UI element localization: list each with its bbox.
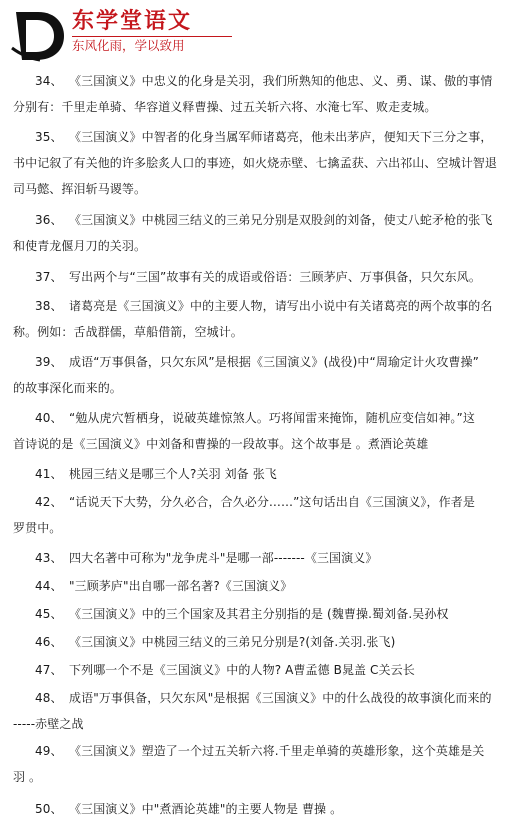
item-number: 49、 <box>35 744 63 758</box>
item-number: 44、 <box>35 579 63 593</box>
item-text: 分别有：千里走单骑、华容道义释曹操、过五关斩六将、水淹七军、败走麦城。 <box>13 100 437 114</box>
item-number: 43、 <box>35 551 63 565</box>
item-text: 《三国演义》中智者的化身当属军师诸葛亮，他未出茅庐，便知天下三分之事， <box>69 130 493 144</box>
item-text: 诸葛亮是《三国演义》中的主要人物，请写出小说中有关诸葛亮的两个故事的名 <box>69 299 493 313</box>
item-text: 写出两个与“三国”故事有关的成语或俗语：三顾茅庐、万事俱备，只欠东风。 <box>69 270 481 284</box>
item-number: 50、 <box>35 802 63 816</box>
list-item <box>13 629 513 655</box>
item-text: 的故事深化而来的。 <box>13 381 122 395</box>
item-text: 羽 。 <box>13 770 42 784</box>
list-item <box>13 461 513 487</box>
item-number: 36、 <box>35 213 63 227</box>
item-text: 和使青龙偃月刀的关羽。 <box>13 239 147 253</box>
item-text: “话说天下大势，分久必合，合久必分……”这句话出自《三国演义》，作者是 <box>69 495 475 509</box>
item-text: 桃园三结义是哪三个人?关羽 刘备 张飞 <box>69 467 277 481</box>
item-text: 《三国演义》中桃园三结义的三弟兄分别是双股剑的刘备，使丈八蛇矛枪的张飞 <box>69 213 493 227</box>
item-number: 48、 <box>35 691 63 705</box>
list-item <box>13 124 513 202</box>
list-item <box>13 207 513 259</box>
list-item <box>13 601 513 627</box>
item-text: 书中记叙了有关他的许多脍炙人口的事迹，如火烧赤壁、七擒孟获、六出祁山、空城计智退 <box>13 156 498 170</box>
item-text: 司马懿、挥泪斩马谡等。 <box>13 182 147 196</box>
item-text: 四大名著中可称为"龙争虎斗"是哪一部-------《三国演义》 <box>69 551 378 565</box>
list-item <box>13 796 513 822</box>
item-text: 《三国演义》中忠义的化身是关羽，我们所熟知的他忠、义、勇、谋、傲的事情 <box>69 74 493 88</box>
item-text: 《三国演义》塑造了一个过五关斩六将.千里走单骑的英雄形象，这个英雄是关 <box>69 744 485 758</box>
item-text: 成语"万事俱备，只欠东风"是根据《三国演义》中的什么战役的故事演化而来的 <box>69 691 492 705</box>
header-divider <box>72 36 232 37</box>
item-text: 下列哪一个不是《三国演义》中的人物? A曹孟德 B晁盖 C关云长 <box>69 663 415 677</box>
list-item <box>13 293 513 345</box>
item-text: 《三国演义》中的三个国家及其君主分别指的是 (魏曹操.蜀刘备.吴孙权 <box>69 607 449 621</box>
item-text: "三顾茅庐"出自哪一部名著?《三国演义》 <box>69 579 293 593</box>
list-item <box>13 738 513 790</box>
brand-slogan: 东风化雨，学以致用 <box>72 38 185 53</box>
list-item <box>13 685 513 737</box>
list-item <box>13 573 513 599</box>
item-number: 37、 <box>35 270 63 284</box>
item-text: -----赤壁之战 <box>13 717 84 731</box>
item-number: 47、 <box>35 663 63 677</box>
item-number: 40、 <box>35 411 63 425</box>
list-item <box>13 349 513 401</box>
item-text: 《三国演义》中"煮酒论英雄"的主要人物是 曹操 。 <box>69 802 343 816</box>
list-item <box>13 68 513 120</box>
item-number: 39、 <box>35 355 63 369</box>
item-number: 42、 <box>35 495 63 509</box>
item-number: 45、 <box>35 607 63 621</box>
list-item <box>13 657 513 683</box>
item-text: 称。例如：舌战群儒，草船借箭，空城计。 <box>13 325 243 339</box>
item-text: 《三国演义》中桃园三结义的三弟兄分别是?(刘备.关羽.张飞) <box>69 635 396 649</box>
list-item <box>13 545 513 571</box>
list-item <box>13 489 513 541</box>
item-text: 罗贯中。 <box>13 521 62 535</box>
item-number: 38、 <box>35 299 63 313</box>
item-number: 41、 <box>35 467 63 481</box>
logo-icon <box>10 8 66 64</box>
list-item <box>13 264 513 290</box>
brand-title: 东学堂语文 <box>72 8 193 34</box>
item-number: 46、 <box>35 635 63 649</box>
item-number: 34、 <box>35 74 63 88</box>
item-text: 成语“万事俱备，只欠东风”是根据《三国演义》(战役)中“周瑜定计火攻曹操” <box>69 355 479 369</box>
header <box>0 0 526 68</box>
item-text: 首诗说的是《三国演义》中刘备和曹操的一段故事。这个故事是 。煮酒论英雄 <box>13 437 429 451</box>
list-item <box>13 405 513 457</box>
item-number: 35、 <box>35 130 63 144</box>
item-text: “勉从虎穴暂栖身，说破英雄惊煞人。巧将闻雷来掩饰，随机应变信如神。”这 <box>69 411 475 425</box>
